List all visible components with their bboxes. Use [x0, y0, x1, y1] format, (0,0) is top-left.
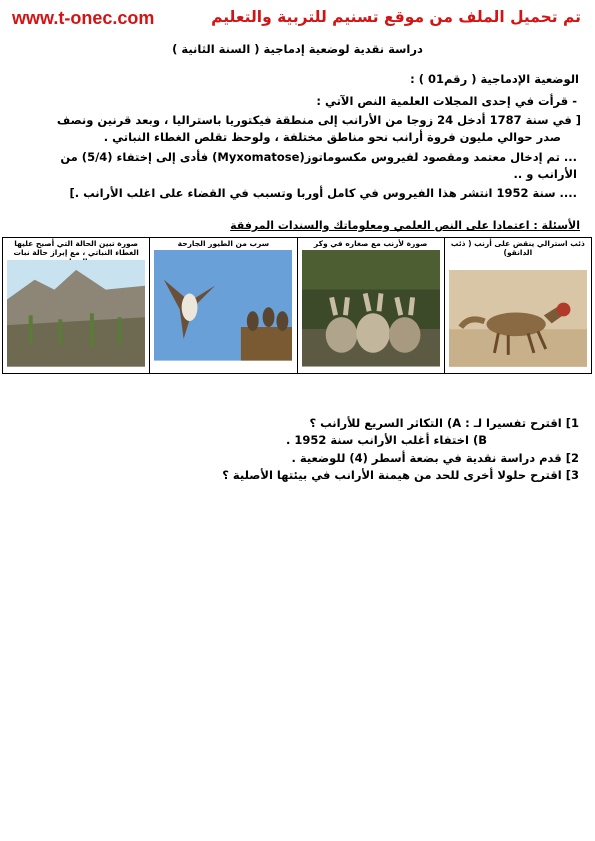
text-line-2: [ في سنة 1787 أدخل 24 زوجا من الأرانب إلى منطقة فيكتوريا باستراليا ، وبعد قرنين ونصف: [56, 113, 581, 127]
supporting-photos: [2, 237, 592, 374]
document-title: دراسة نقدية لوضعية إدماجية ( السنة الثانية ): [172, 42, 423, 56]
text-line-3: صدر حوالي مليون فروة أرانب نحو مناطق مختلفة ، ولوحظ تقلص الغطاء النباتي .: [103, 130, 561, 144]
question-1b: [286, 433, 487, 447]
question-1b-text: اختفاء أغلب الأرانب سنة 1952 .: [285, 433, 469, 447]
photo-dingo: [444, 238, 591, 373]
site-download-notice: تم تحميل الملف من موقع تسنيم للتربية والتعليم: [211, 8, 581, 26]
cactus-landscape-image: [7, 260, 145, 367]
question-1b-label: B): [472, 433, 487, 447]
question-3: 3] اقترح حلولا أخرى للحد من هيمنة الأرانب في بيئتها الأصلية ؟: [222, 468, 579, 482]
photo-rabbits: [297, 238, 444, 373]
site-url[interactable]: www.t-onec.com: [12, 8, 155, 28]
birds-of-prey-image: [154, 250, 292, 361]
question-1: [309, 416, 579, 430]
question-2: 2] قدم دراسة نقدية في بضعة أسطر (4) للوضعية .: [291, 451, 579, 465]
dingo-rabbit-image: [449, 270, 587, 367]
photo-raptors: [149, 238, 296, 373]
photo-caption: سرب من الطيور الجارحة: [177, 239, 270, 248]
rabbits-burrow-image: [302, 250, 440, 367]
question-1a-text: التكاثر السريع للأرانب ؟: [309, 416, 443, 430]
text-line-6: .... سنة 1952 انتشر هذا الفيروس في كامل أوربا وتسبب في القضاء على اغلب الأرانب .]: [69, 186, 577, 200]
text-line-1: - قرأت في إحدى المجلات العلمية النص الآتي :: [316, 94, 577, 108]
question-1a-label: A): [446, 416, 462, 430]
site-header: [0, 6, 595, 30]
photo-caption: ذئب استرالي ينقض على أرنب ( ذئب الدانقو): [450, 239, 585, 257]
text-line-4: ... تم إدخال معتمد ومقصود لفيروس مكسوماتوز(Myxomatose) فأدى إلى إختفاء (5/4) من: [60, 150, 577, 164]
photo-caption: صورة تبين الحالة التي أصبح عليها الغطاء النباتي ، مع إبراز حالة نبات: [13, 239, 139, 257]
question-1-intro: 1] اقترح تفسيرا لـ :: [465, 416, 579, 430]
photo-vegetation: [3, 238, 149, 373]
questions-heading: الأسئلة : اعتمادا على النص العلمي ومعلوماتك والسندات المرفقة: [230, 219, 580, 232]
text-line-5: الأرانب و ..: [513, 167, 577, 181]
situation-label: الوضعية الإدماجية ( رقم01 ) :: [410, 72, 579, 86]
photo-caption: صورة لأرنب مع صغاره في وكر: [313, 239, 428, 248]
